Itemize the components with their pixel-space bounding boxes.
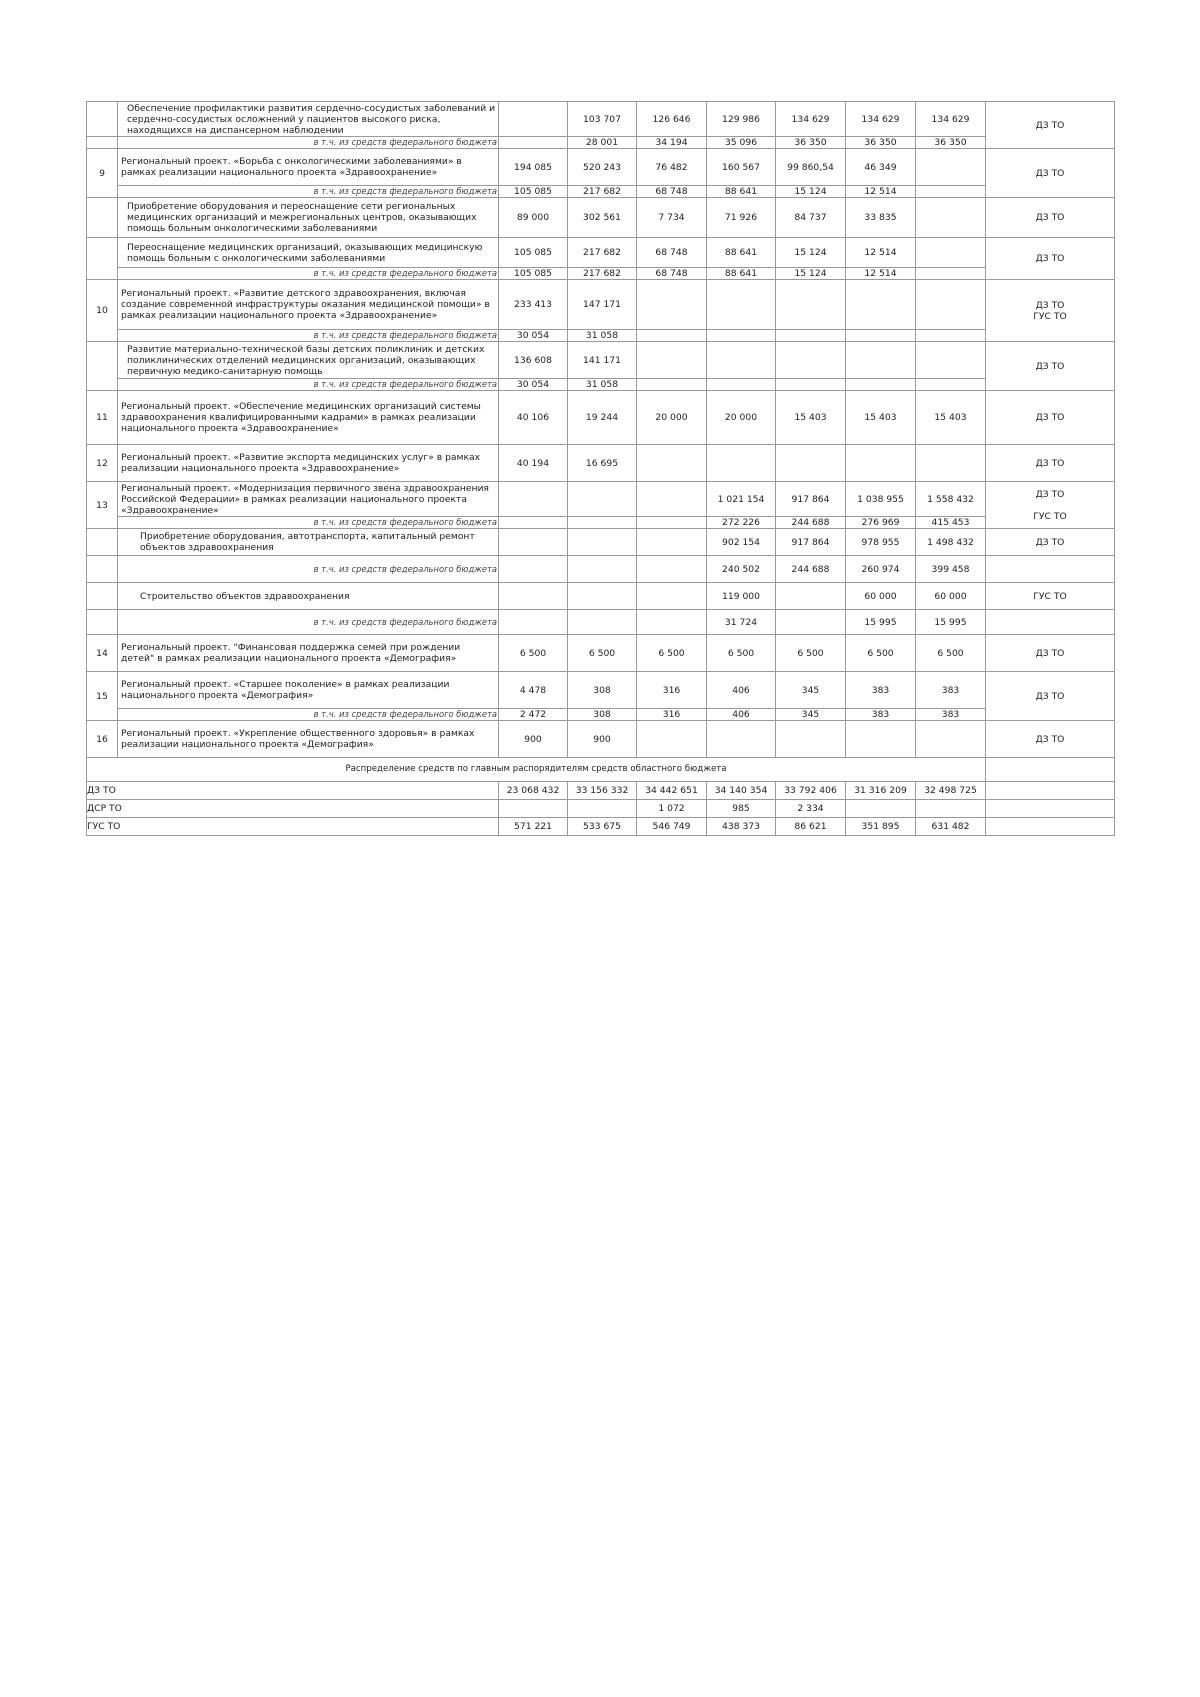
value-cell xyxy=(776,610,846,635)
totals-value xyxy=(846,800,916,818)
value-cell xyxy=(637,721,707,758)
executor-cell: ГУС ТО xyxy=(986,583,1115,610)
value-cell: 1 498 432 xyxy=(916,529,986,556)
value-cell: 917 864 xyxy=(776,482,846,517)
value-cell: 15 124 xyxy=(776,268,846,280)
value-cell: 900 xyxy=(568,721,637,758)
totals-row xyxy=(87,818,1115,836)
row-number xyxy=(87,238,118,280)
table-row xyxy=(87,482,1115,517)
federal-budget-label: в т.ч. из средств федерального бюджета xyxy=(118,610,499,635)
totals-value: 34 140 354 xyxy=(707,782,776,800)
value-cell xyxy=(568,517,637,529)
value-cell xyxy=(637,330,707,342)
value-cell: 88 641 xyxy=(707,238,776,268)
value-cell: 134 629 xyxy=(846,102,916,137)
value-cell xyxy=(637,342,707,379)
value-cell: 71 926 xyxy=(707,198,776,238)
value-cell xyxy=(846,721,916,758)
executor-cell: ДЗ ТО xyxy=(986,149,1115,198)
totals-value: 533 675 xyxy=(568,818,637,836)
row-description: Региональный проект. «Обеспечение медицинских организаций системы здравоохранения квалифицированными кадрами» в рамках реализации национального проекта «Здравоохранение» xyxy=(118,391,499,445)
federal-budget-row xyxy=(87,268,1115,280)
value-cell: 308 xyxy=(568,672,637,709)
executor-cell: ДЗ ТО xyxy=(986,238,1115,280)
value-cell: 68 748 xyxy=(637,238,707,268)
totals-value xyxy=(568,800,637,818)
executor-cell xyxy=(986,782,1115,800)
value-cell: 88 641 xyxy=(707,268,776,280)
value-cell: 68 748 xyxy=(637,186,707,198)
value-cell xyxy=(916,379,986,391)
value-cell xyxy=(499,610,568,635)
value-cell xyxy=(916,149,986,186)
value-cell: 15 403 xyxy=(776,391,846,445)
value-cell xyxy=(637,445,707,482)
value-cell: 6 500 xyxy=(776,635,846,672)
executor-cell xyxy=(986,610,1115,635)
value-cell xyxy=(707,330,776,342)
value-cell: 902 154 xyxy=(707,529,776,556)
value-cell: 30 054 xyxy=(499,379,568,391)
value-cell xyxy=(637,556,707,583)
value-cell xyxy=(499,583,568,610)
value-cell: 30 054 xyxy=(499,330,568,342)
value-cell xyxy=(568,583,637,610)
value-cell: 88 641 xyxy=(707,186,776,198)
value-cell: 16 695 xyxy=(568,445,637,482)
value-cell: 76 482 xyxy=(637,149,707,186)
value-cell: 34 194 xyxy=(637,137,707,149)
value-cell: 217 682 xyxy=(568,238,637,268)
value-cell xyxy=(637,529,707,556)
value-cell: 345 xyxy=(776,709,846,721)
table-row xyxy=(87,391,1115,445)
value-cell xyxy=(637,482,707,517)
totals-value: 86 621 xyxy=(776,818,846,836)
value-cell: 217 682 xyxy=(568,268,637,280)
value-cell: 46 349 xyxy=(846,149,916,186)
row-description: Региональный проект. «Укрепление общественного здоровья» в рамках реализации национального проекта «Демография» xyxy=(118,721,499,758)
federal-budget-row xyxy=(87,379,1115,391)
totals-row xyxy=(87,800,1115,818)
budget-table xyxy=(86,101,1115,836)
value-cell xyxy=(637,280,707,330)
value-cell: 316 xyxy=(637,709,707,721)
value-cell: 105 085 xyxy=(499,186,568,198)
federal-budget-row xyxy=(87,330,1115,342)
executor-cell xyxy=(986,556,1115,583)
value-cell xyxy=(776,379,846,391)
value-cell: 20 000 xyxy=(637,391,707,445)
totals-value: 571 221 xyxy=(499,818,568,836)
executor-cell: ДЗ ТО xyxy=(986,391,1115,445)
value-cell: 6 500 xyxy=(499,635,568,672)
table-row xyxy=(87,635,1115,672)
value-cell: 345 xyxy=(776,672,846,709)
totals-value: 31 316 209 xyxy=(846,782,916,800)
totals-value: 985 xyxy=(707,800,776,818)
value-cell: 406 xyxy=(707,709,776,721)
value-cell: 6 500 xyxy=(707,635,776,672)
value-cell: 244 688 xyxy=(776,517,846,529)
value-cell: 260 974 xyxy=(846,556,916,583)
row-number: 15 xyxy=(87,672,118,721)
value-cell: 136 608 xyxy=(499,342,568,379)
row-number xyxy=(87,102,118,137)
value-cell xyxy=(568,529,637,556)
value-cell: 60 000 xyxy=(916,583,986,610)
value-cell: 302 561 xyxy=(568,198,637,238)
totals-value: 33 156 332 xyxy=(568,782,637,800)
federal-budget-label: в т.ч. из средств федерального бюджета xyxy=(118,709,499,721)
value-cell xyxy=(776,330,846,342)
totals-value xyxy=(916,800,986,818)
value-cell: 6 500 xyxy=(916,635,986,672)
totals-value: 33 792 406 xyxy=(776,782,846,800)
value-cell: 272 226 xyxy=(707,517,776,529)
value-cell: 40 106 xyxy=(499,391,568,445)
table-row xyxy=(87,198,1115,238)
value-cell: 160 567 xyxy=(707,149,776,186)
value-cell: 126 646 xyxy=(637,102,707,137)
value-cell xyxy=(637,583,707,610)
value-cell: 276 969 xyxy=(846,517,916,529)
value-cell: 31 058 xyxy=(568,330,637,342)
row-description: Обеспечение профилактики развития сердечно-сосудистых заболеваний и сердечно-сосудистых осложнений у пациентов высокого риска, находящихся на диспансерном наблюдении xyxy=(118,102,499,137)
value-cell: 15 995 xyxy=(846,610,916,635)
value-cell: 15 124 xyxy=(776,238,846,268)
value-cell xyxy=(916,280,986,330)
value-cell: 217 682 xyxy=(568,186,637,198)
value-cell xyxy=(637,517,707,529)
value-cell xyxy=(637,379,707,391)
value-cell: 147 171 xyxy=(568,280,637,330)
value-cell xyxy=(707,342,776,379)
value-cell: 105 085 xyxy=(499,238,568,268)
row-description: Региональный проект. «Развитие детского здравоохранения, включая создание современной инфраструктуры оказания медицинской помощи» в рамках реализации национального проекта «Здравоохранение» xyxy=(118,280,499,330)
value-cell xyxy=(846,379,916,391)
value-cell: 60 000 xyxy=(846,583,916,610)
value-cell: 89 000 xyxy=(499,198,568,238)
row-number xyxy=(87,198,118,238)
totals-value: 2 334 xyxy=(776,800,846,818)
value-cell xyxy=(916,186,986,198)
value-cell: 36 350 xyxy=(916,137,986,149)
distribution-caption: Распределение средств по главным распорядителям средств областного бюджета xyxy=(87,758,986,782)
value-cell: 1 038 955 xyxy=(846,482,916,517)
value-cell xyxy=(499,482,568,517)
row-number: 12 xyxy=(87,445,118,482)
value-cell: 15 403 xyxy=(846,391,916,445)
federal-budget-row xyxy=(87,610,1115,635)
value-cell: 20 000 xyxy=(707,391,776,445)
value-cell: 119 000 xyxy=(707,583,776,610)
table-row xyxy=(87,721,1115,758)
value-cell xyxy=(568,482,637,517)
row-number xyxy=(87,610,118,635)
value-cell: 520 243 xyxy=(568,149,637,186)
value-cell: 383 xyxy=(916,672,986,709)
value-cell: 99 860,54 xyxy=(776,149,846,186)
value-cell: 383 xyxy=(846,672,916,709)
executor-cell: ДЗ ТО xyxy=(986,342,1115,391)
totals-value: 1 072 xyxy=(637,800,707,818)
value-cell: 415 453 xyxy=(916,517,986,529)
totals-value xyxy=(499,800,568,818)
value-cell xyxy=(916,238,986,268)
row-number xyxy=(87,556,118,583)
table-row xyxy=(87,529,1115,556)
row-number xyxy=(87,529,118,556)
federal-budget-row xyxy=(87,709,1115,721)
row-description: Региональный проект. «Развитие экспорта медицинских услуг» в рамках реализации национального проекта «Здравоохранение» xyxy=(118,445,499,482)
value-cell: 1 021 154 xyxy=(707,482,776,517)
row-description: Региональный проект. "Финансовая поддержка семей при рождении детей" в рамках реализации национального проекта «Демография» xyxy=(118,635,499,672)
value-cell: 103 707 xyxy=(568,102,637,137)
value-cell xyxy=(707,721,776,758)
value-cell xyxy=(916,268,986,280)
value-cell: 12 514 xyxy=(846,186,916,198)
row-number xyxy=(87,137,118,149)
distribution-caption-row xyxy=(87,758,1115,782)
value-cell: 383 xyxy=(846,709,916,721)
value-cell: 12 514 xyxy=(846,268,916,280)
value-cell: 84 737 xyxy=(776,198,846,238)
value-cell xyxy=(916,330,986,342)
value-cell: 399 458 xyxy=(916,556,986,583)
totals-value: 546 749 xyxy=(637,818,707,836)
value-cell: 308 xyxy=(568,709,637,721)
value-cell xyxy=(637,610,707,635)
value-cell: 36 350 xyxy=(776,137,846,149)
value-cell xyxy=(499,529,568,556)
value-cell: 28 001 xyxy=(568,137,637,149)
value-cell xyxy=(916,198,986,238)
executor-cell: ДЗ ТО xyxy=(986,721,1115,758)
row-description: Переоснащение медицинских организаций, оказывающих медицинскую помощь больным с онкологическими заболеваниями xyxy=(118,238,499,268)
value-cell: 40 194 xyxy=(499,445,568,482)
value-cell: 68 748 xyxy=(637,268,707,280)
executor-cell: ДЗ ТО xyxy=(986,635,1115,672)
totals-value: 32 498 725 xyxy=(916,782,986,800)
value-cell xyxy=(499,137,568,149)
row-number: 9 xyxy=(87,149,118,198)
table-row xyxy=(87,280,1115,330)
executor-cell xyxy=(986,800,1115,818)
federal-budget-label: в т.ч. из средств федерального бюджета xyxy=(118,186,499,198)
row-description: Развитие материально-технической базы детских поликлиник и детских поликлинических отделений медицинских организаций, оказывающих первичную медико-санитарную помощь xyxy=(118,342,499,379)
value-cell xyxy=(707,379,776,391)
value-cell: 900 xyxy=(499,721,568,758)
value-cell xyxy=(846,280,916,330)
value-cell: 129 986 xyxy=(707,102,776,137)
value-cell: 4 478 xyxy=(499,672,568,709)
row-description: Региональный проект. «Старшее поколение» в рамках реализации национального проекта «Демография» xyxy=(118,672,499,709)
value-cell xyxy=(776,445,846,482)
row-number xyxy=(87,342,118,391)
value-cell: 6 500 xyxy=(568,635,637,672)
table-row xyxy=(87,445,1115,482)
value-cell: 15 403 xyxy=(916,391,986,445)
totals-value: 23 068 432 xyxy=(499,782,568,800)
value-cell xyxy=(499,556,568,583)
value-cell: 105 085 xyxy=(499,268,568,280)
value-cell xyxy=(568,556,637,583)
value-cell xyxy=(499,102,568,137)
totals-label: ДСР ТО xyxy=(87,800,499,818)
value-cell: 141 171 xyxy=(568,342,637,379)
federal-budget-label: в т.ч. из средств федерального бюджета xyxy=(118,556,499,583)
value-cell: 978 955 xyxy=(846,529,916,556)
row-number: 16 xyxy=(87,721,118,758)
federal-budget-row xyxy=(87,556,1115,583)
executor-cell: ДЗ ТО xyxy=(986,102,1115,149)
value-cell xyxy=(916,721,986,758)
value-cell: 233 413 xyxy=(499,280,568,330)
executor-cell xyxy=(986,818,1115,836)
totals-value: 34 442 651 xyxy=(637,782,707,800)
table-row xyxy=(87,672,1115,709)
value-cell xyxy=(499,517,568,529)
table-row xyxy=(87,238,1115,268)
value-cell: 12 514 xyxy=(846,238,916,268)
value-cell xyxy=(846,330,916,342)
value-cell: 134 629 xyxy=(916,102,986,137)
value-cell: 31 058 xyxy=(568,379,637,391)
row-number: 11 xyxy=(87,391,118,445)
value-cell: 244 688 xyxy=(776,556,846,583)
totals-value: 631 482 xyxy=(916,818,986,836)
value-cell xyxy=(776,342,846,379)
totals-value: 351 895 xyxy=(846,818,916,836)
value-cell: 33 835 xyxy=(846,198,916,238)
value-cell: 36 350 xyxy=(846,137,916,149)
executor-cell: ДЗ ТО xyxy=(986,445,1115,482)
row-number: 10 xyxy=(87,280,118,342)
federal-budget-label: в т.ч. из средств федерального бюджета xyxy=(118,379,499,391)
value-cell xyxy=(776,280,846,330)
totals-label: ДЗ ТО xyxy=(87,782,499,800)
totals-label: ГУС ТО xyxy=(87,818,499,836)
row-number: 14 xyxy=(87,635,118,672)
budget-table-page xyxy=(86,101,1114,836)
executor-cell: ДЗ ТО xyxy=(986,198,1115,238)
federal-budget-row xyxy=(87,186,1115,198)
value-cell: 1 558 432 xyxy=(916,482,986,517)
row-description: Приобретение оборудования и переоснащение сети региональных медицинских организаций и межрегиональных центров, оказывающих помощь больным онкологическими заболеваниями xyxy=(118,198,499,238)
value-cell: 19 244 xyxy=(568,391,637,445)
value-cell xyxy=(776,583,846,610)
value-cell xyxy=(707,445,776,482)
row-description: Региональный проект. «Модернизация первичного звена здравоохранения Российской Федерации» в рамках реализации национального проекта «Здравоохранение» xyxy=(118,482,499,517)
value-cell: 35 096 xyxy=(707,137,776,149)
value-cell: 31 724 xyxy=(707,610,776,635)
value-cell xyxy=(707,280,776,330)
row-description: Строительство объектов здравоохранения xyxy=(118,583,499,610)
value-cell xyxy=(916,342,986,379)
executor-cell: ДЗ ТО ГУС ТО xyxy=(986,280,1115,342)
value-cell: 15 124 xyxy=(776,186,846,198)
table-row xyxy=(87,149,1115,186)
row-description: Приобретение оборудования, автотранспорта, капитальный ремонт объектов здравоохранения xyxy=(118,529,499,556)
totals-value: 438 373 xyxy=(707,818,776,836)
value-cell xyxy=(916,445,986,482)
table-row xyxy=(87,342,1115,379)
totals-row xyxy=(87,782,1115,800)
value-cell: 6 500 xyxy=(637,635,707,672)
value-cell xyxy=(846,445,916,482)
value-cell: 194 085 xyxy=(499,149,568,186)
value-cell: 383 xyxy=(916,709,986,721)
value-cell xyxy=(776,721,846,758)
value-cell xyxy=(846,342,916,379)
row-description: Региональный проект. «Борьба с онкологическими заболеваниями» в рамках реализации национального проекта «Здравоохранение» xyxy=(118,149,499,186)
row-number: 13 xyxy=(87,482,118,529)
federal-budget-label: в т.ч. из средств федерального бюджета xyxy=(118,137,499,149)
executor-cell: ДЗ ТО xyxy=(986,529,1115,556)
row-number xyxy=(87,583,118,610)
table-row xyxy=(87,583,1115,610)
value-cell xyxy=(568,610,637,635)
federal-budget-label: в т.ч. из средств федерального бюджета xyxy=(118,330,499,342)
executor-cell xyxy=(986,758,1115,782)
federal-budget-label: в т.ч. из средств федерального бюджета xyxy=(118,268,499,280)
table-row xyxy=(87,102,1115,137)
value-cell: 7 734 xyxy=(637,198,707,238)
federal-budget-row xyxy=(87,137,1115,149)
value-cell: 240 502 xyxy=(707,556,776,583)
value-cell: 134 629 xyxy=(776,102,846,137)
value-cell: 316 xyxy=(637,672,707,709)
executor-cell: ДЗ ТО xyxy=(986,672,1115,721)
federal-budget-row xyxy=(87,517,1115,529)
value-cell: 2 472 xyxy=(499,709,568,721)
value-cell: 6 500 xyxy=(846,635,916,672)
value-cell: 406 xyxy=(707,672,776,709)
value-cell: 917 864 xyxy=(776,529,846,556)
federal-budget-label: в т.ч. из средств федерального бюджета xyxy=(118,517,499,529)
executor-cell: ДЗ ТО ГУС ТО xyxy=(986,482,1115,529)
value-cell: 15 995 xyxy=(916,610,986,635)
